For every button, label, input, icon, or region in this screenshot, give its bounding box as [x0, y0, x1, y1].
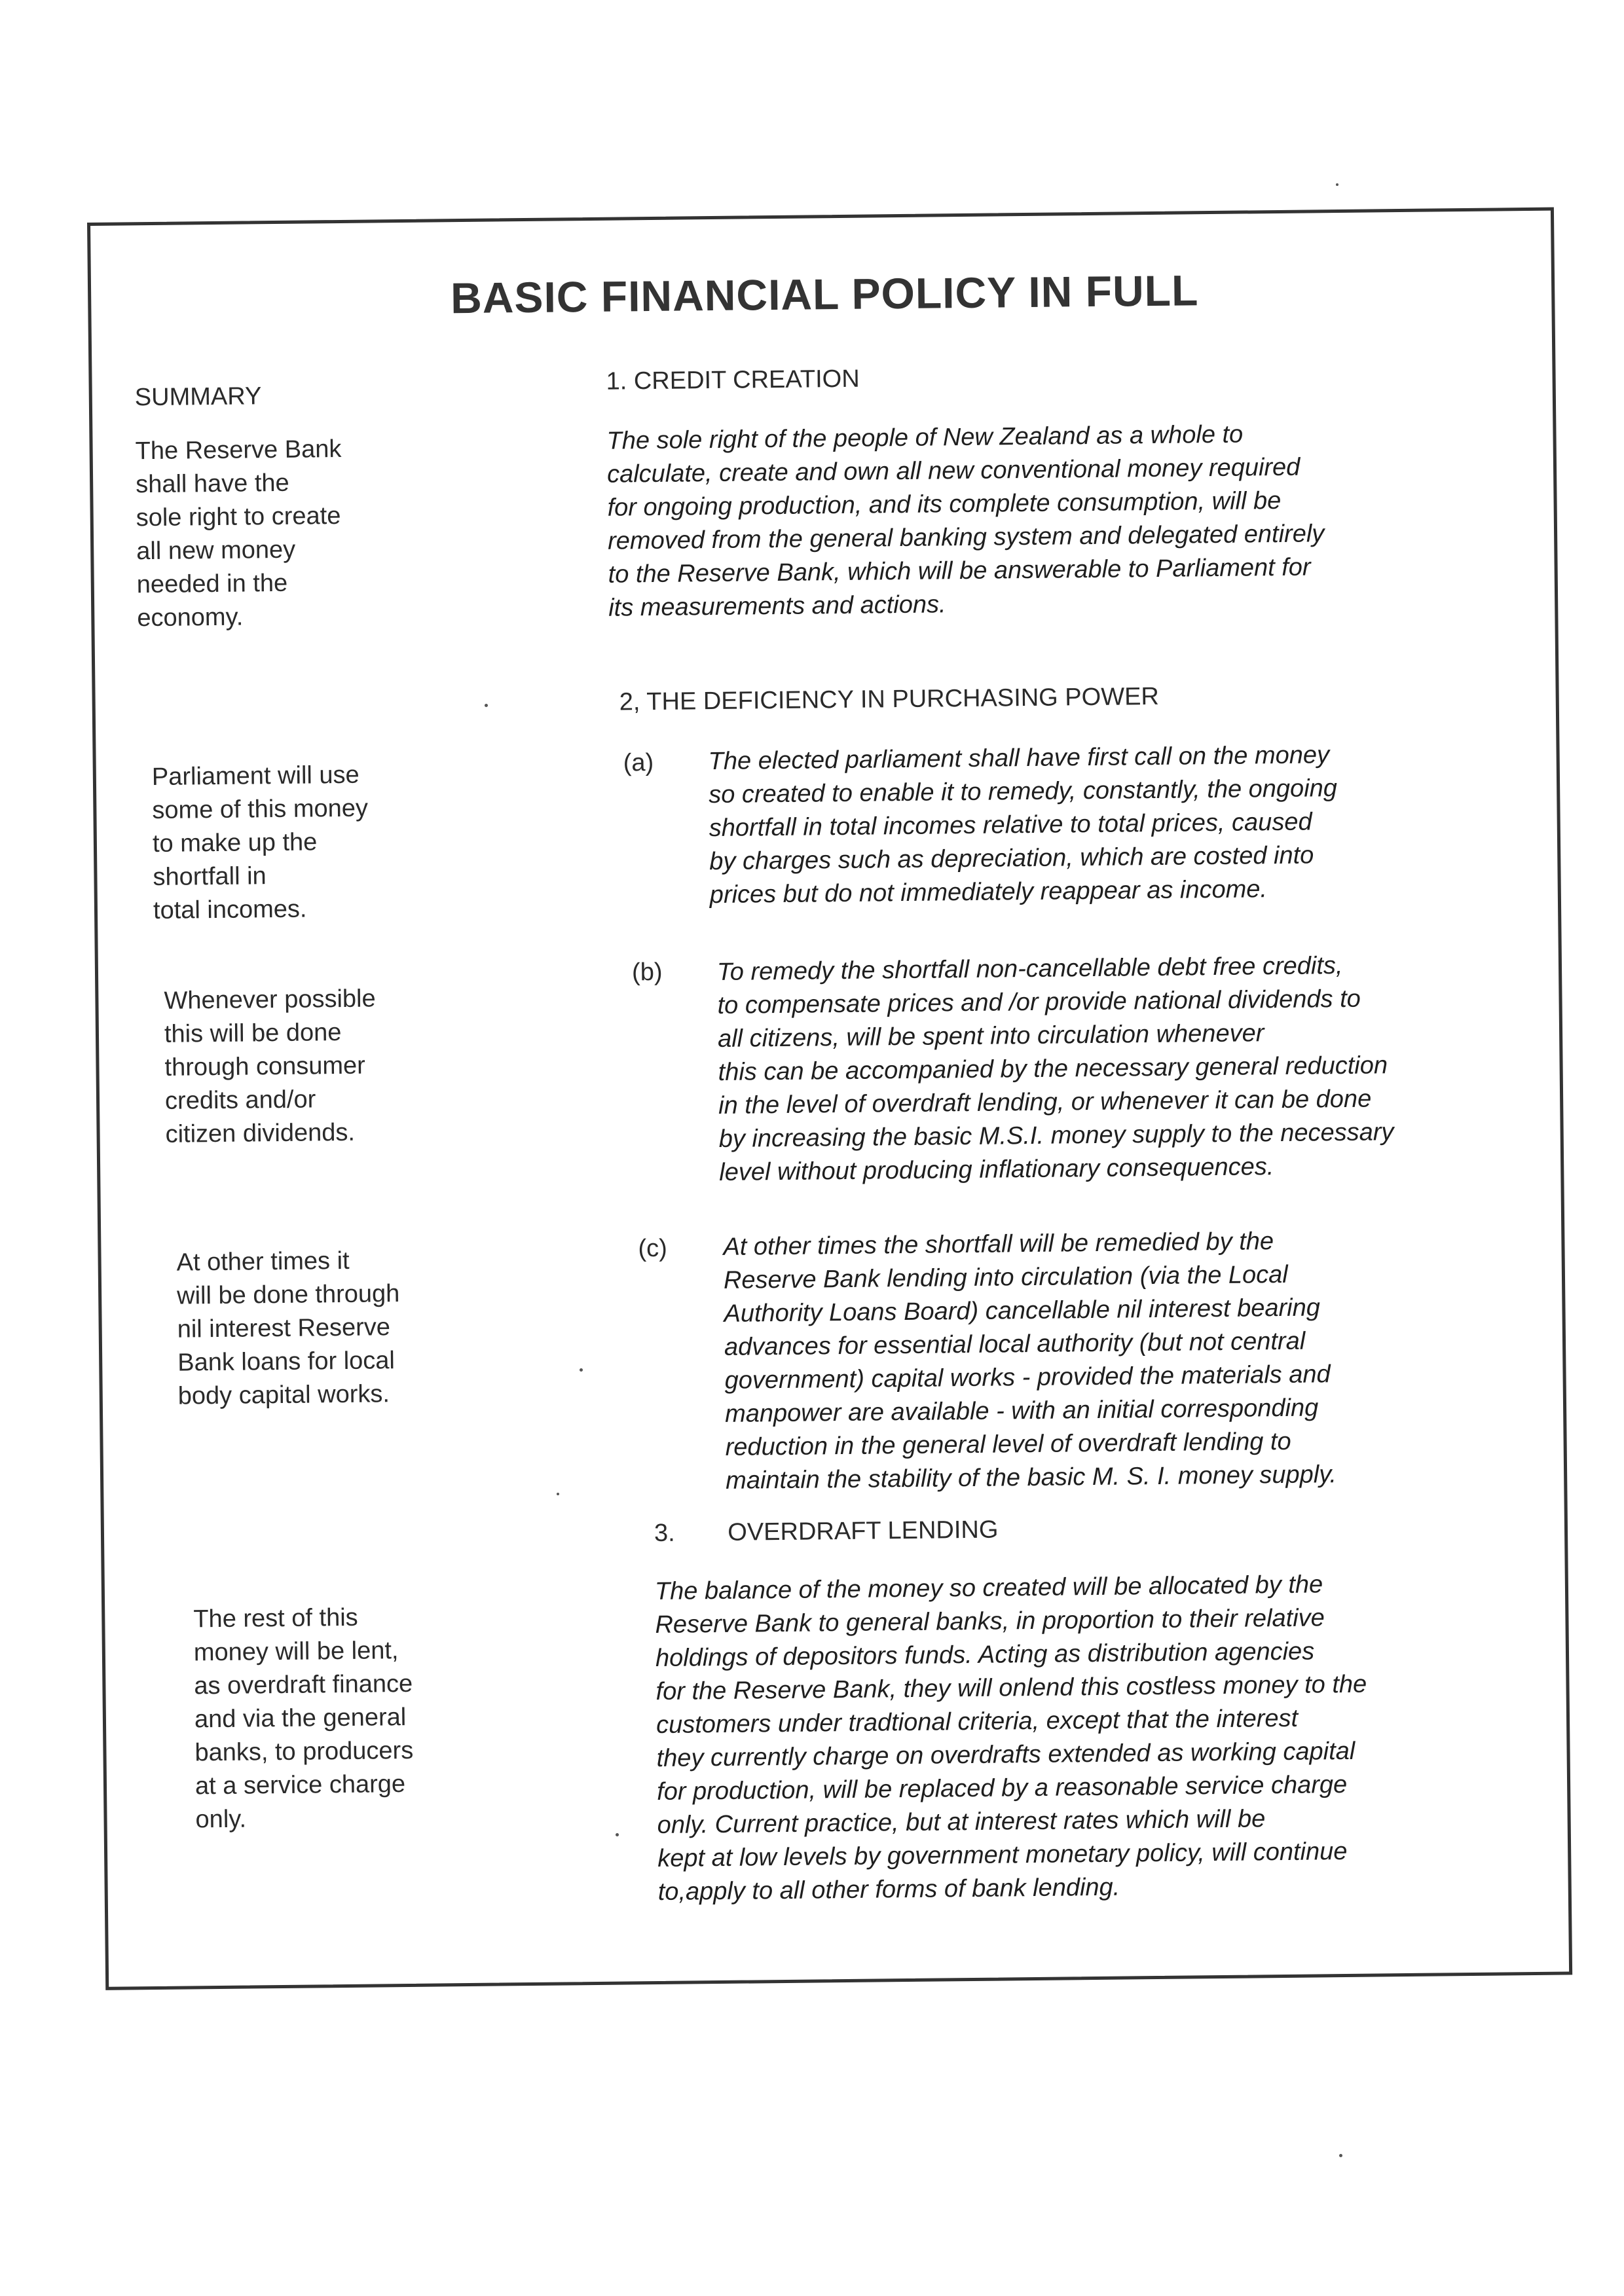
section-2-number: 2, — [619, 688, 640, 716]
scan-speck — [1339, 2154, 1342, 2157]
scan-speck — [580, 1368, 583, 1372]
section-3-title: OVERDRAFT LENDING — [728, 1516, 999, 1546]
section-2-title: THE DEFICIENCY IN PURCHASING POWER — [646, 682, 1160, 716]
summary-note-4: At other times it will be done through nil interest Reserve Bank loans for local body capital works. — [176, 1247, 400, 1410]
scan-speck — [557, 1493, 559, 1495]
item-c-text: At other times the shortfall will be remedied by the Reserve Bank lending into circulation (via the Local Authority Loans Board) cancellable nil interest bearing advances for essential local authority (but not central government) capital works - provided the materials and manpower are available - with an initial corresponding reduction in the general level of overdraft lending to maintain the stability of the basic M. S. I. money supply. — [723, 1228, 1337, 1495]
summary-heading: SUMMARY — [134, 382, 262, 412]
item-a-label: (a) — [623, 748, 654, 777]
section-1-title: CREDIT CREATION — [633, 365, 860, 395]
summary-note-1: The Reserve Bank shall have the sole right to create all new money needed in the economy. — [135, 435, 342, 632]
item-b-text: To remedy the shortfall non-cancellable debt free credits, to compensate prices and /or provide national dividends to all citizens, will be spent into circulation whenever this can be accompanied by the necessary general reduction in the level of overdraft lending, or whenever it can be done by increasing the basic M.S.I. money supply to the necessary level without producing inflationary consequences. — [716, 951, 1394, 1186]
scan-speck — [1336, 183, 1338, 186]
scan-speck — [616, 1833, 619, 1836]
scan-speck — [485, 704, 488, 707]
item-a-text: The elected parliament shall have first call on the money so created to enable it to remedy, constantly, the ongoing shortfall in total incomes relative to total prices, caused by charges such as depreciation, which are costed into prices but do not immediately reappear as income. — [708, 741, 1338, 909]
section-1-text: The sole right of the people of New Zealand as a whole to calculate, create and own all new conventional money required for ongoing production, and its complete consumption, will be removed from the general banking system and delegated entirely to the Reserve Bank, which will be answerable to Parliament for its measurements and actions. — [606, 420, 1325, 622]
item-b-label: (b) — [631, 958, 663, 987]
policy-frame — [87, 208, 1572, 1990]
page-title: BASIC FINANCIAL POLICY IN FULL — [450, 266, 1199, 323]
summary-note-5: The rest of this money will be lent, as overdraft finance and via the general banks, to producers at a service charge only. — [193, 1603, 414, 1834]
section-3-heading — [654, 1516, 999, 1548]
section-2-heading — [619, 683, 1159, 717]
section-1-number: 1. — [606, 367, 627, 395]
section-1-heading — [606, 365, 860, 396]
section-3-number: 3. — [654, 1519, 675, 1548]
item-c-label: (c) — [638, 1234, 667, 1263]
section-3-text: The balance of the money so created will be allocated by the Reserve Bank to general banks, in proportion to their relative holdings of depositors funds. Acting as distribution agencies for the Reserve Bank, they will onlend this costless money to the customers under tradtional criteria, except that the interest they currently charge on overdrafts extended as working capital for production, will be replaced by a reasonable service charge only. Current practice, but at interest rates which will be kept at low levels by government monetary policy, will continue to,apply to all other forms of bank lending. — [654, 1571, 1367, 1906]
summary-note-2: Parliament will use some of this money to make up the shortfall in total incomes. — [151, 761, 369, 924]
summary-note-3: Whenever possible this will be done through consumer credits and/or citizen dividends. — [164, 985, 376, 1148]
